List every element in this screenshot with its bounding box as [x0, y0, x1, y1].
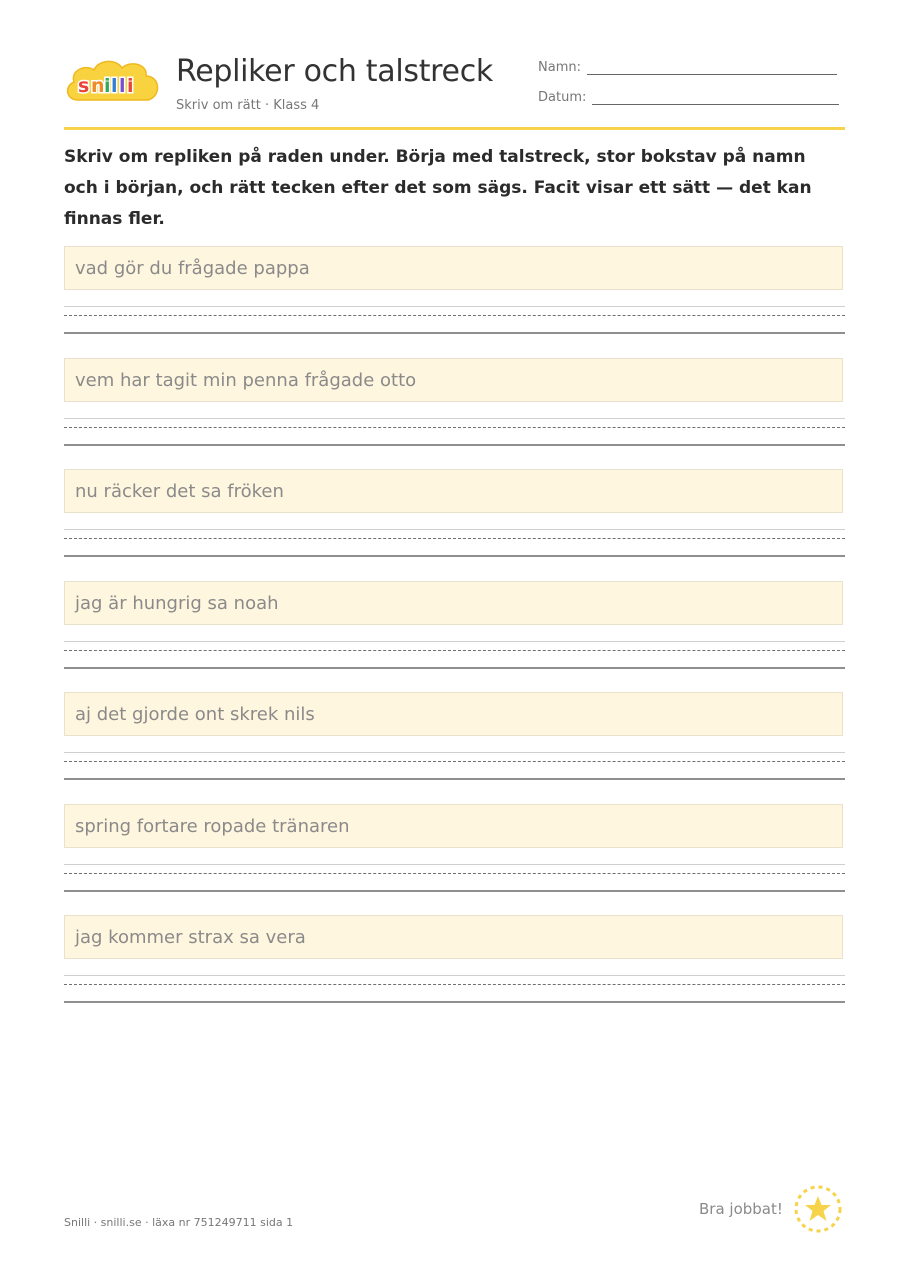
instructions: Skriv om repliken på raden under. Börja med talstreck, stor bokstav på namn och i början, och rätt tecken efter det som sägs. Facit visar ett sätt — det kan finnas fler. — [64, 147, 812, 229]
footer-info: Snilli · snilli.se · läxa nr 751249711 sida 1 — [64, 1216, 294, 1229]
svg-text:n: n — [91, 75, 105, 97]
exercise-item — [64, 692, 845, 804]
snilli-logo — [64, 56, 162, 108]
writing-line-top — [64, 529, 845, 530]
writing-line-mid — [64, 538, 845, 539]
writing-line-base[interactable] — [64, 890, 845, 892]
date-label: Datum: — [538, 90, 587, 105]
header-divider — [64, 127, 845, 130]
exercise-item — [64, 358, 845, 470]
exercise-prompt: nu räcker det sa fröken — [64, 469, 843, 513]
writing-line-base[interactable] — [64, 332, 845, 334]
writing-line-top — [64, 306, 845, 307]
writing-line-mid — [64, 873, 845, 874]
exercise-item — [64, 804, 845, 916]
name-field — [538, 60, 837, 75]
worksheet-subtitle: Skriv om rätt · Klass 4 — [176, 98, 320, 113]
writing-line-mid — [64, 984, 845, 985]
writing-line-top — [64, 752, 845, 753]
name-label: Namn: — [538, 60, 581, 75]
writing-line-base[interactable] — [64, 667, 845, 669]
svg-text:l: l — [119, 75, 126, 97]
exercise-prompt: jag är hungrig sa noah — [64, 581, 843, 625]
writing-line-mid — [64, 315, 845, 316]
writing-line-base[interactable] — [64, 1001, 845, 1003]
writing-line-mid — [64, 427, 845, 428]
exercise-item — [64, 246, 845, 358]
exercise-prompt: vem har tagit min penna frågade otto — [64, 358, 843, 402]
exercise-item — [64, 581, 845, 693]
exercise-prompt: spring fortare ropade tränaren — [64, 804, 843, 848]
writing-line-mid — [64, 761, 845, 762]
writing-line-top — [64, 975, 845, 976]
writing-line-top — [64, 641, 845, 642]
date-field — [538, 90, 839, 105]
exercise-item — [64, 915, 845, 1027]
writing-line-top — [64, 418, 845, 419]
exercise-list — [64, 246, 845, 1027]
svg-text:i: i — [127, 75, 134, 97]
writing-line-top — [64, 864, 845, 865]
worksheet-header — [64, 48, 845, 128]
exercise-prompt: vad gör du frågade pappa — [64, 246, 843, 290]
svg-text:l: l — [111, 75, 118, 97]
writing-line-base[interactable] — [64, 444, 845, 446]
exercise-prompt: jag kommer strax sa vera — [64, 915, 843, 959]
exercise-item — [64, 469, 845, 581]
date-line[interactable] — [592, 92, 839, 105]
name-line[interactable] — [587, 62, 837, 75]
footer-praise: Bra jobbat! — [699, 1200, 783, 1218]
worksheet-title: Repliker och talstreck — [176, 54, 493, 89]
star-icon — [793, 1184, 843, 1234]
svg-text:s: s — [78, 75, 90, 97]
writing-line-base[interactable] — [64, 555, 845, 557]
svg-text:i: i — [104, 75, 111, 97]
writing-line-mid — [64, 650, 845, 651]
exercise-prompt: aj det gjorde ont skrek nils — [64, 692, 843, 736]
writing-line-base[interactable] — [64, 778, 845, 780]
